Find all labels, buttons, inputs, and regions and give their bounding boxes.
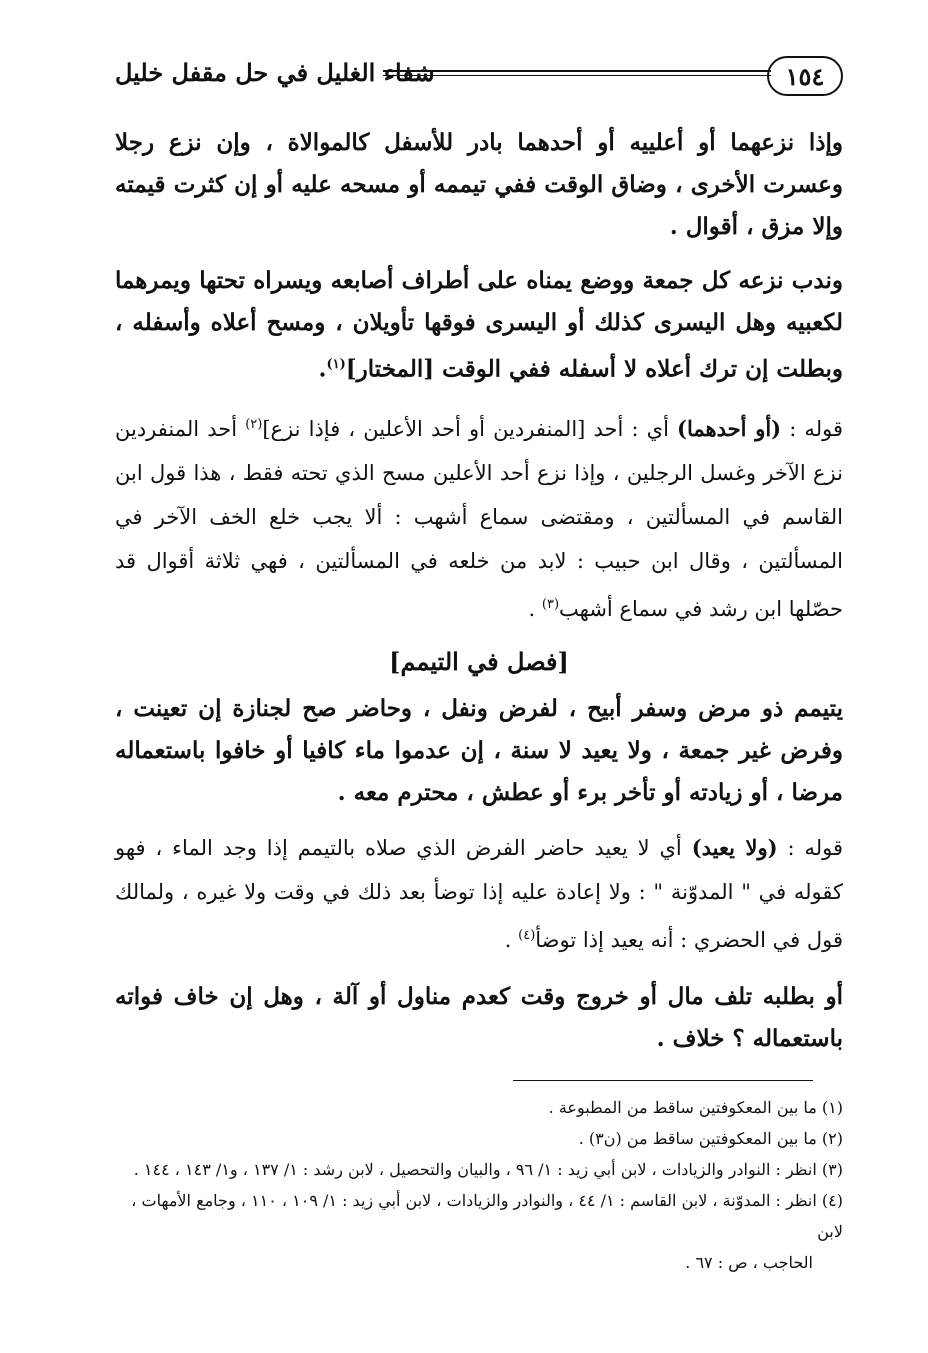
footnote: (١) ما بين المعكوفتين ساقط من المطبوعة . — [548, 1098, 843, 1117]
footnote-continuation: الحاجب ، ص : ٦٧ . — [685, 1253, 813, 1272]
matn-paragraph: أو بطلبه تلف مال أو خروج وقت كعدم مناول أو آلة ، وهل إن خاف فواته باستعماله ؟ خلاف . — [115, 982, 843, 1052]
section-heading: [فصل في التيمم] — [389, 646, 569, 676]
lemma: (ولا يعيد) — [691, 834, 778, 860]
matn-paragraph: وإذا نزعهما أو أعلييه أو أحدهما بادر للأسفل كالموالاة ، وإن نزع رجلا وعسرت الأخرى ، وضاق الوقت ففي تيممه أو مسحه عليه أو إن كثرت قيمته وإلا مزق ، أقوال . — [115, 129, 843, 240]
footnote-ref: (٣) — [541, 596, 560, 612]
footnotes — [115, 1092, 843, 1278]
page-number: ١٥٤ — [767, 56, 843, 96]
page-header — [115, 50, 843, 100]
footnote-ref: (٤) — [518, 927, 536, 943]
commentary-paragraph: قوله : (ولا يعيد) أي لا يعيد حاضر الفرض الذي صلاه بالتيمم إذا وجد الماء ، فهو كقوله في " المدوّنة " : ولا إعادة عليه إذا توضأ بعد ذلك في وقت ولا غيره ، ولمالك قول في الحضري : أنه يعيد إذا توضأ$^{(٤)}$ . — [115, 834, 844, 952]
footnote-separator — [513, 1080, 813, 1081]
header-rule — [383, 70, 771, 76]
matn-paragraph: وندب نزعه كل جمعة ووضع يمناه على أطراف أصابعه ويسراه تحتها ويمرهما لكعبيه وهل اليسرى كذلك أو اليسرى فوقها تأويلان ، ومسح أعلاه وأسفله ، وبطلت إن ترك أعلاه لا أسفله ففي الوقت [المختار]$^{(١)}$. — [115, 267, 843, 383]
footnote: (٤) انظر : المدوّنة ، لابن القاسم : ١/ ٤٤ ، والنوادر والزيادات ، لابن أبي زيد : ١/ ١٠٩ ، ١١٠ ، وجامع الأمهات ، لابن — [131, 1191, 843, 1241]
footnote: (٣) انظر : النوادر والزيادات ، لابن أبي زيد : ١/ ٩٦ ، والبيان والتحصيل ، لابن رشد : ١/ ١٣٧ ، و١/ ١٤٣ ، ١٤٤ . — [133, 1160, 843, 1179]
footnote: (٢) ما بين المعكوفتين ساقط من (ن٣) . — [578, 1129, 843, 1148]
footnote-ref: (١) — [326, 357, 346, 372]
main-text — [115, 122, 843, 1072]
matn-paragraph: يتيمم ذو مرض وسفر أبيح ، لفرض ونفل ، وحاضر صح لجنازة إن تعينت ، وفرض غير جمعة ، ولا يعيد لا سنة ، إن عدموا ماء كافيا أو خافوا باستعماله مرضا ، أو زيادته أو تأخر برء أو عطش ، محترم معه . — [115, 694, 843, 806]
footnote-ref: (٢) — [245, 416, 263, 432]
running-title: شفاء الغليل في حل مقفل خليل — [115, 58, 435, 87]
lemma: (أو أحدهما) — [677, 415, 782, 441]
commentary-paragraph: قوله : (أو أحدهما) أي : أحد [المنفردين أو أحد الأعلين ، فإذا نزع]$^{(٢)}$ أحد المنفردين نزع الآخر وغسل الرجلين ، وإذا نزع أحد الأعلين مسح الذي تحته فقط ، هذا قول ابن القاسم في المسألتين ، ومقتضى سماع أشهب : ألا يجب خلع الخف الآخر في المسألتين ، وقال ابن حبيب : لابد من خلعه في المسألتين ، فهي ثلاثة أقوال قد حصّلها ابن رشد في سماع أشهب$^{(٣)}$ . — [115, 415, 843, 621]
